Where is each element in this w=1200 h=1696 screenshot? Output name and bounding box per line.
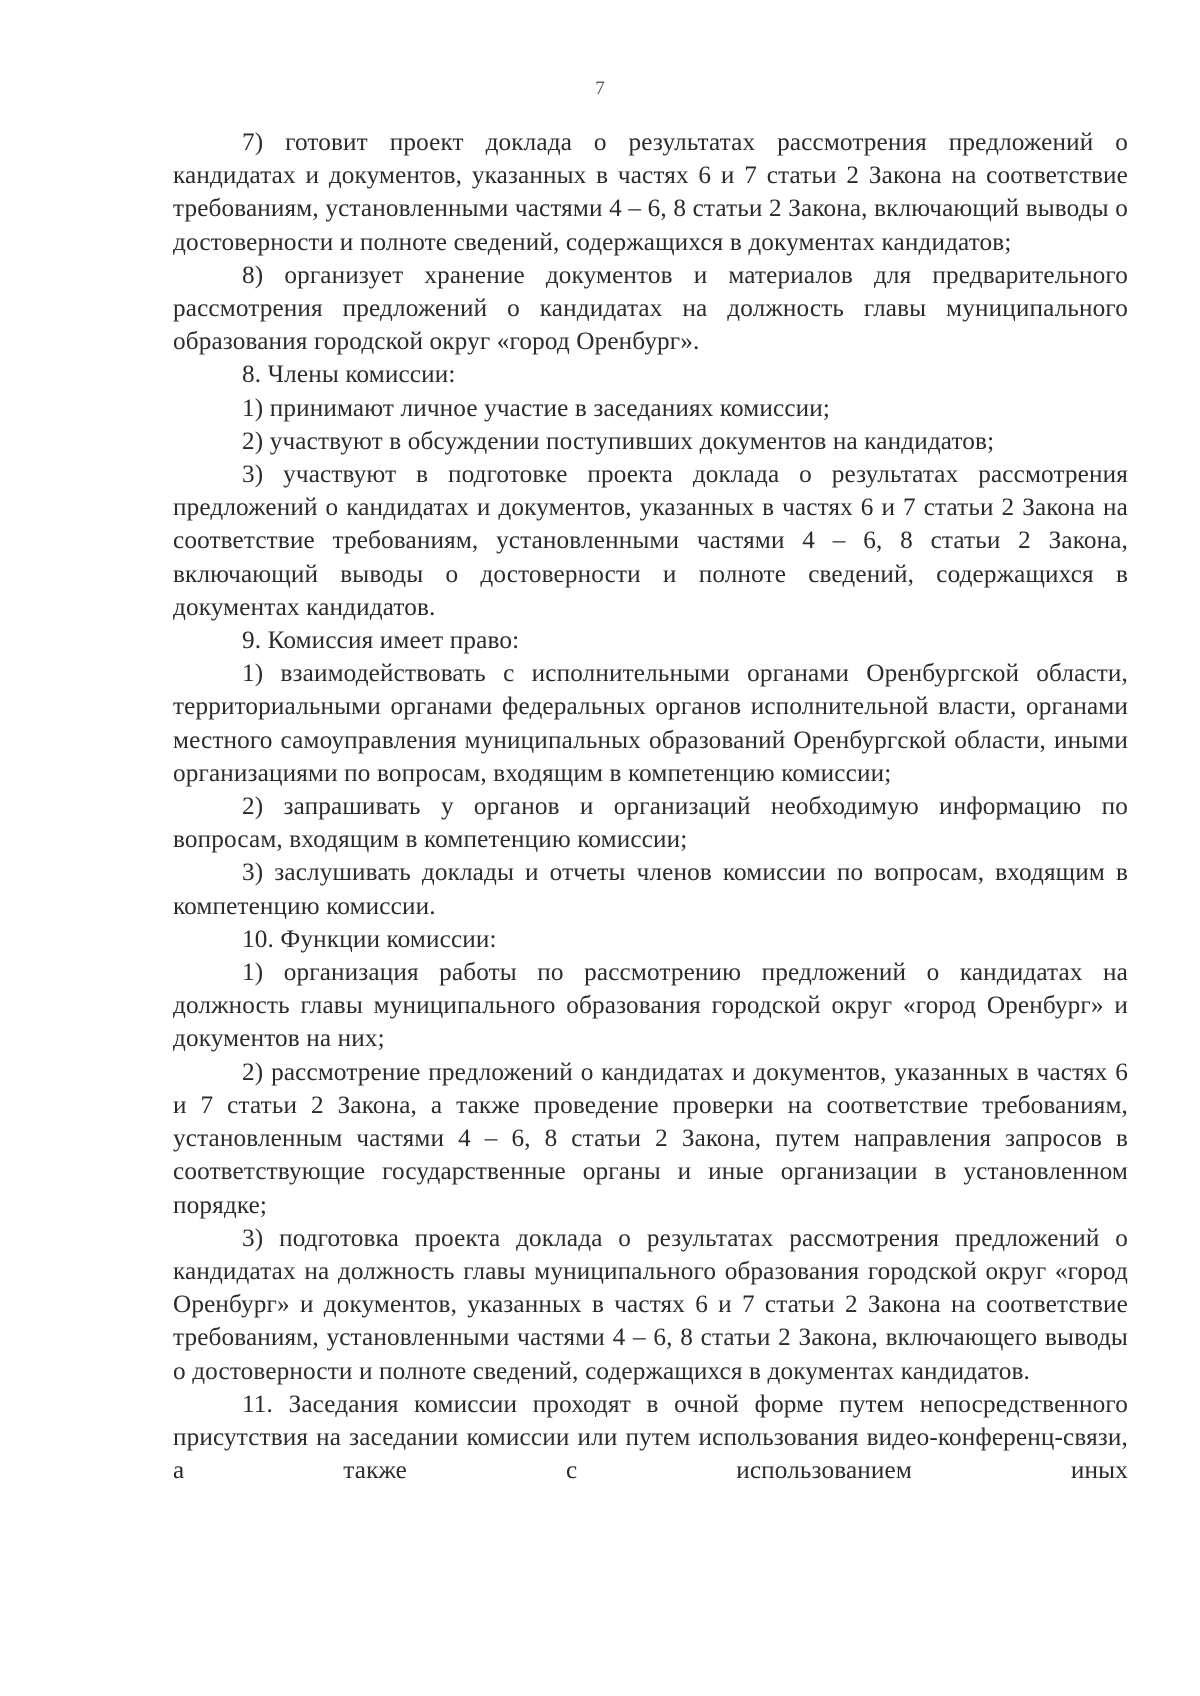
paragraph-item-9-3: 3) заслушивать доклады и отчеты членов комиссии по вопросам, входящим в компетенцию комиссии. [173,859,1128,920]
paragraph-item-8-1: 1) принимают личное участие в заседаниях комиссии; [242,394,831,422]
paragraph-item-9-1: 1) взаимодействовать с исполнительными органами Оренбургской области, территориальными органами федеральных органов исполнительной власти, органами местного самоуправления муниципальных образований Оренбургской области, иными организациями по вопросам, входящим в компетенцию комиссии; [173,660,1128,787]
paragraph-item-11: 11. Заседания комиссии проходят в очной форме путем непосредственного присутствия на заседании комиссии или путем использования видео-конференц-связи, а также с использованием иных [173,1390,1128,1485]
paragraph-item-7: 7) готовит проект доклада о результатах рассмотрения предложений о кандидатах и документов, указанных в частях 6 и 7 статьи 2 Закона на соответствие требованиям, установленными частями 4 – 6, 8 статьи 2 Закона, включающий выводы о достоверности и полноте сведений, содержащихся в документах кандидатов; [173,129,1128,256]
paragraph-item-9-2: 2) запрашивать у органов и организаций необходимую информацию по вопросам, входящим в компетенцию комиссии; [173,793,1128,854]
document-body [173,126,1128,1487]
paragraph-item-8: 8) организует хранение документов и материалов для предварительного рассмотрения предложений о кандидатах на должность главы муниципального образования городской округ «город Оренбург». [173,261,1128,356]
section-heading-10: 10. Функции комиссии: [242,925,497,953]
paragraph-item-10-1: 1) организация работы по рассмотрению предложений о кандидатах на должность главы муниципального образования городской округ «город Оренбург» и документов на них; [173,959,1128,1053]
paragraph-item-10-2: 2) рассмотрение предложений о кандидатах и документов, указанных в частях 6 и 7 статьи 2 Закона, а также проведение проверки на соответствие требованиям, установленным частями 4 – 6, 8 статьи 2 Закона, путем направления запросов в соответствующие государственные органы и иные организации в установленном порядке; [173,1058,1128,1219]
section-heading-9: 9. Комиссия имеет право: [242,627,520,655]
paragraph-item-10-3: 3) подготовка проекта доклада о результатах рассмотрения предложений о кандидатах на должность главы муниципального образования городской округ «город Оренбург» и документов, указанных в частях 6 и 7 статьи 2 Закона на соответствие требованиям, установленными частями 4 – 6, 8 статьи 2 Закона, включающего выводы о достоверности и полноте сведений, содержащихся в документах кандидатов. [173,1224,1128,1385]
page-number: 7 [595,78,605,99]
paragraph-item-8-2: 2) участвуют в обсуждении поступивших документов на кандидатов; [242,427,995,455]
section-heading-8: 8. Члены комиссии: [242,361,456,389]
paragraph-item-8-3: 3) участвуют в подготовке проекта доклада о результатах рассмотрения предложений о кандидатах и документов, указанных в частях 6 и 7 статьи 2 Закона на соответствие требованиям, установленными частями 4 – 6, 8 статьи 2 Закона, включающий выводы о достоверности и полноте сведений, содержащихся в документах кандидатов. [173,461,1128,621]
